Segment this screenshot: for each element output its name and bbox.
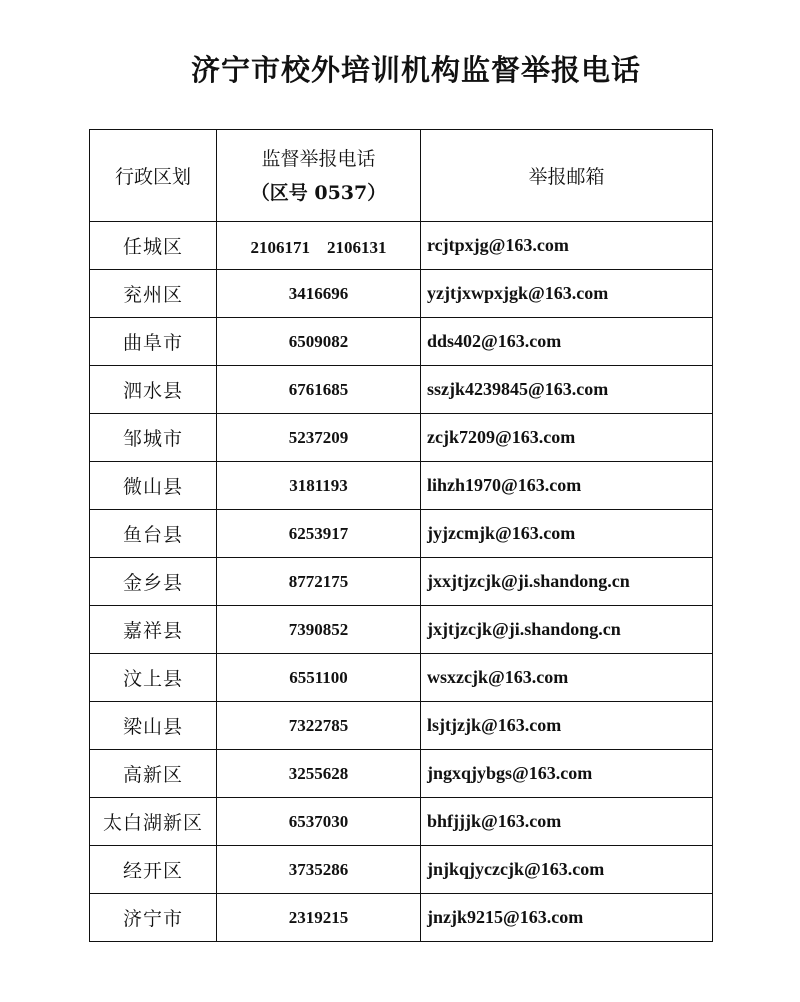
district-cell: 邹城市 [90,414,217,462]
email-cell: zcjk7209@163.com [421,414,713,462]
email-cell: jyjzcmjk@163.com [421,510,713,558]
district-cell: 济宁市 [90,894,217,942]
table-row [90,414,713,462]
email-cell: yzjtjxwpxjgk@163.com [421,270,713,318]
email-cell: dds402@163.com [421,318,713,366]
table-row [90,606,713,654]
phone-cell: 6253917 [217,510,421,558]
district-cell: 高新区 [90,750,217,798]
table-row [90,750,713,798]
phone-cell: 3735286 [217,846,421,894]
phone-cell: 2319215 [217,894,421,942]
email-cell: jxjtjzcjk@ji.shandong.cn [421,606,713,654]
table-row [90,654,713,702]
email-cell: lsjtjzjk@163.com [421,702,713,750]
table-row [90,366,713,414]
header-phone [217,130,421,222]
phone-cell: 6551100 [217,654,421,702]
district-cell: 泗水县 [90,366,217,414]
table-row [90,462,713,510]
phone-cell: 7322785 [217,702,421,750]
phone-cell: 2106171 2106131 [217,222,421,270]
phone-cell: 6537030 [217,798,421,846]
district-cell: 嘉祥县 [90,606,217,654]
email-cell: lihzh1970@163.com [421,462,713,510]
table-row [90,894,713,942]
phone-cell: 3255628 [217,750,421,798]
district-cell: 兖州区 [90,270,217,318]
table-row [90,510,713,558]
report-phone-table [89,129,713,942]
phone-cell: 3416696 [217,270,421,318]
header-email: 举报邮箱 [421,130,713,222]
email-cell: jnjkqjyczcjk@163.com [421,846,713,894]
district-cell: 鱼台县 [90,510,217,558]
district-cell: 太白湖新区 [90,798,217,846]
table-row [90,222,713,270]
phone-cell: 6509082 [217,318,421,366]
table-row [90,318,713,366]
district-cell: 微山县 [90,462,217,510]
district-cell: 任城区 [90,222,217,270]
district-cell: 梁山县 [90,702,217,750]
table-row [90,558,713,606]
table-row [90,270,713,318]
table-row [90,702,713,750]
district-cell: 金乡县 [90,558,217,606]
phone-cell: 5237209 [217,414,421,462]
email-cell: sszjk4239845@163.com [421,366,713,414]
header-area-code: （区号 0537） [250,181,387,204]
header-phone-label: 监督举报电话 [261,147,376,170]
table-row [90,798,713,846]
district-cell: 汶上县 [90,654,217,702]
email-cell: jxxjtjzcjk@ji.shandong.cn [421,558,713,606]
email-cell: bhfjjjk@163.com [421,798,713,846]
district-cell: 曲阜市 [90,318,217,366]
table-row [90,846,713,894]
email-cell: rcjtpxjg@163.com [421,222,713,270]
phone-cell: 7390852 [217,606,421,654]
email-cell: jnzjk9215@163.com [421,894,713,942]
page-title: 济宁市校外培训机构监督举报电话 [190,53,641,87]
phone-cell: 8772175 [217,558,421,606]
phone-cell: 6761685 [217,366,421,414]
district-cell: 经开区 [90,846,217,894]
email-cell: wsxzcjk@163.com [421,654,713,702]
header-district: 行政区划 [90,130,217,222]
email-cell: jngxqjybgs@163.com [421,750,713,798]
table-header-row [90,130,713,222]
phone-cell: 3181193 [217,462,421,510]
